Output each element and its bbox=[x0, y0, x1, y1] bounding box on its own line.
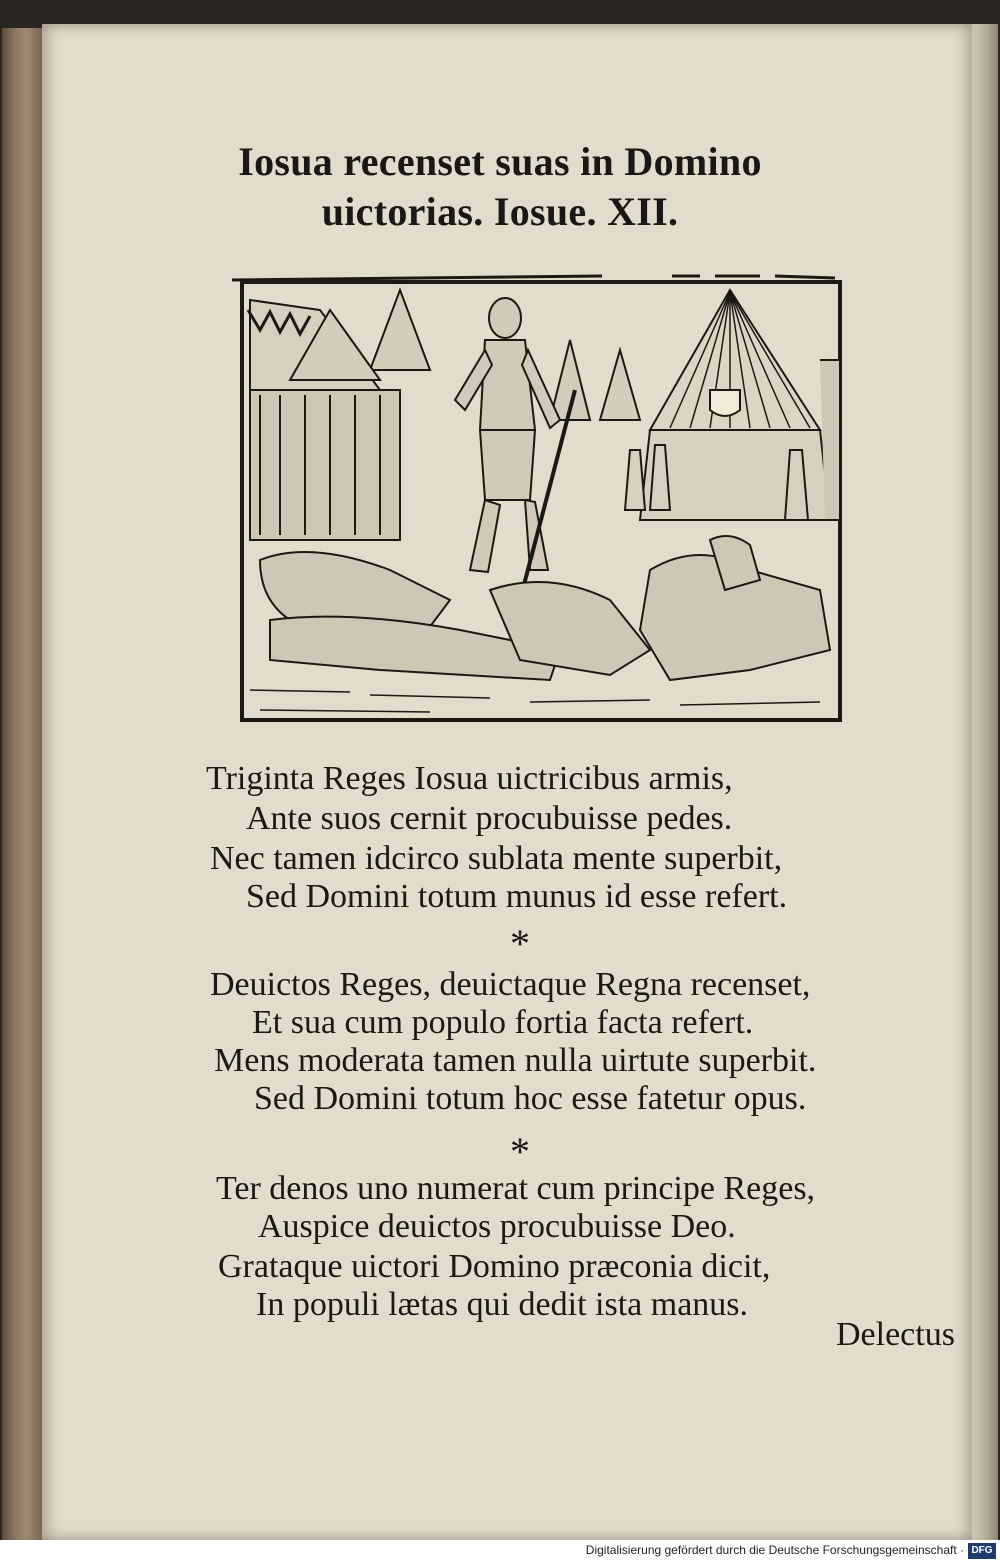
footer-credit: Digitalisierung gefördert durch die Deutsche Forschungsgemeinschaft · bbox=[585, 1543, 964, 1557]
verse-line: Sed Domini totum hoc esse fatetur opus. bbox=[254, 1080, 807, 1117]
verse-line: Et sua cum populo fortia facta refert. bbox=[252, 1004, 754, 1041]
catchword: Delectus bbox=[836, 1316, 955, 1353]
verse-line: Sed Domini totum munus id esse refert. bbox=[246, 878, 788, 915]
stanza-separator: * bbox=[510, 1129, 530, 1174]
digitization-footer bbox=[0, 1540, 1000, 1563]
stanza-separator: * bbox=[510, 921, 530, 966]
verse-line: Auspice deuictos procubuisse Deo. bbox=[258, 1208, 736, 1245]
page-edge bbox=[972, 24, 998, 1540]
dfg-logo-icon[interactable]: DFG bbox=[968, 1543, 996, 1559]
book-spine bbox=[2, 28, 42, 1540]
verse-line: Ter denos uno numerat cum principe Reges, bbox=[216, 1170, 816, 1207]
verse-line: Mens moderata tamen nulla uirtute superbit. bbox=[214, 1042, 817, 1079]
page-title-line-1: Iosua recenset suas in Domino bbox=[238, 139, 762, 184]
woodcut-illustration bbox=[230, 270, 850, 725]
verse-line: Triginta Reges Iosua uictricibus armis, bbox=[206, 760, 733, 797]
verse-line: Deuictos Reges, deuictaque Regna recenset, bbox=[210, 966, 811, 1003]
page-title-line-2: uictorias. Iosue. XII. bbox=[321, 189, 679, 234]
verse-line: In populi lætas qui dedit ista manus. bbox=[256, 1286, 749, 1323]
verse-line: Grataque uictori Domino præconia dicit, bbox=[218, 1248, 771, 1285]
verse-line: Nec tamen idcirco sublata mente superbit, bbox=[210, 840, 783, 877]
verse-line: Ante suos cernit procubuisse pedes. bbox=[246, 800, 733, 837]
